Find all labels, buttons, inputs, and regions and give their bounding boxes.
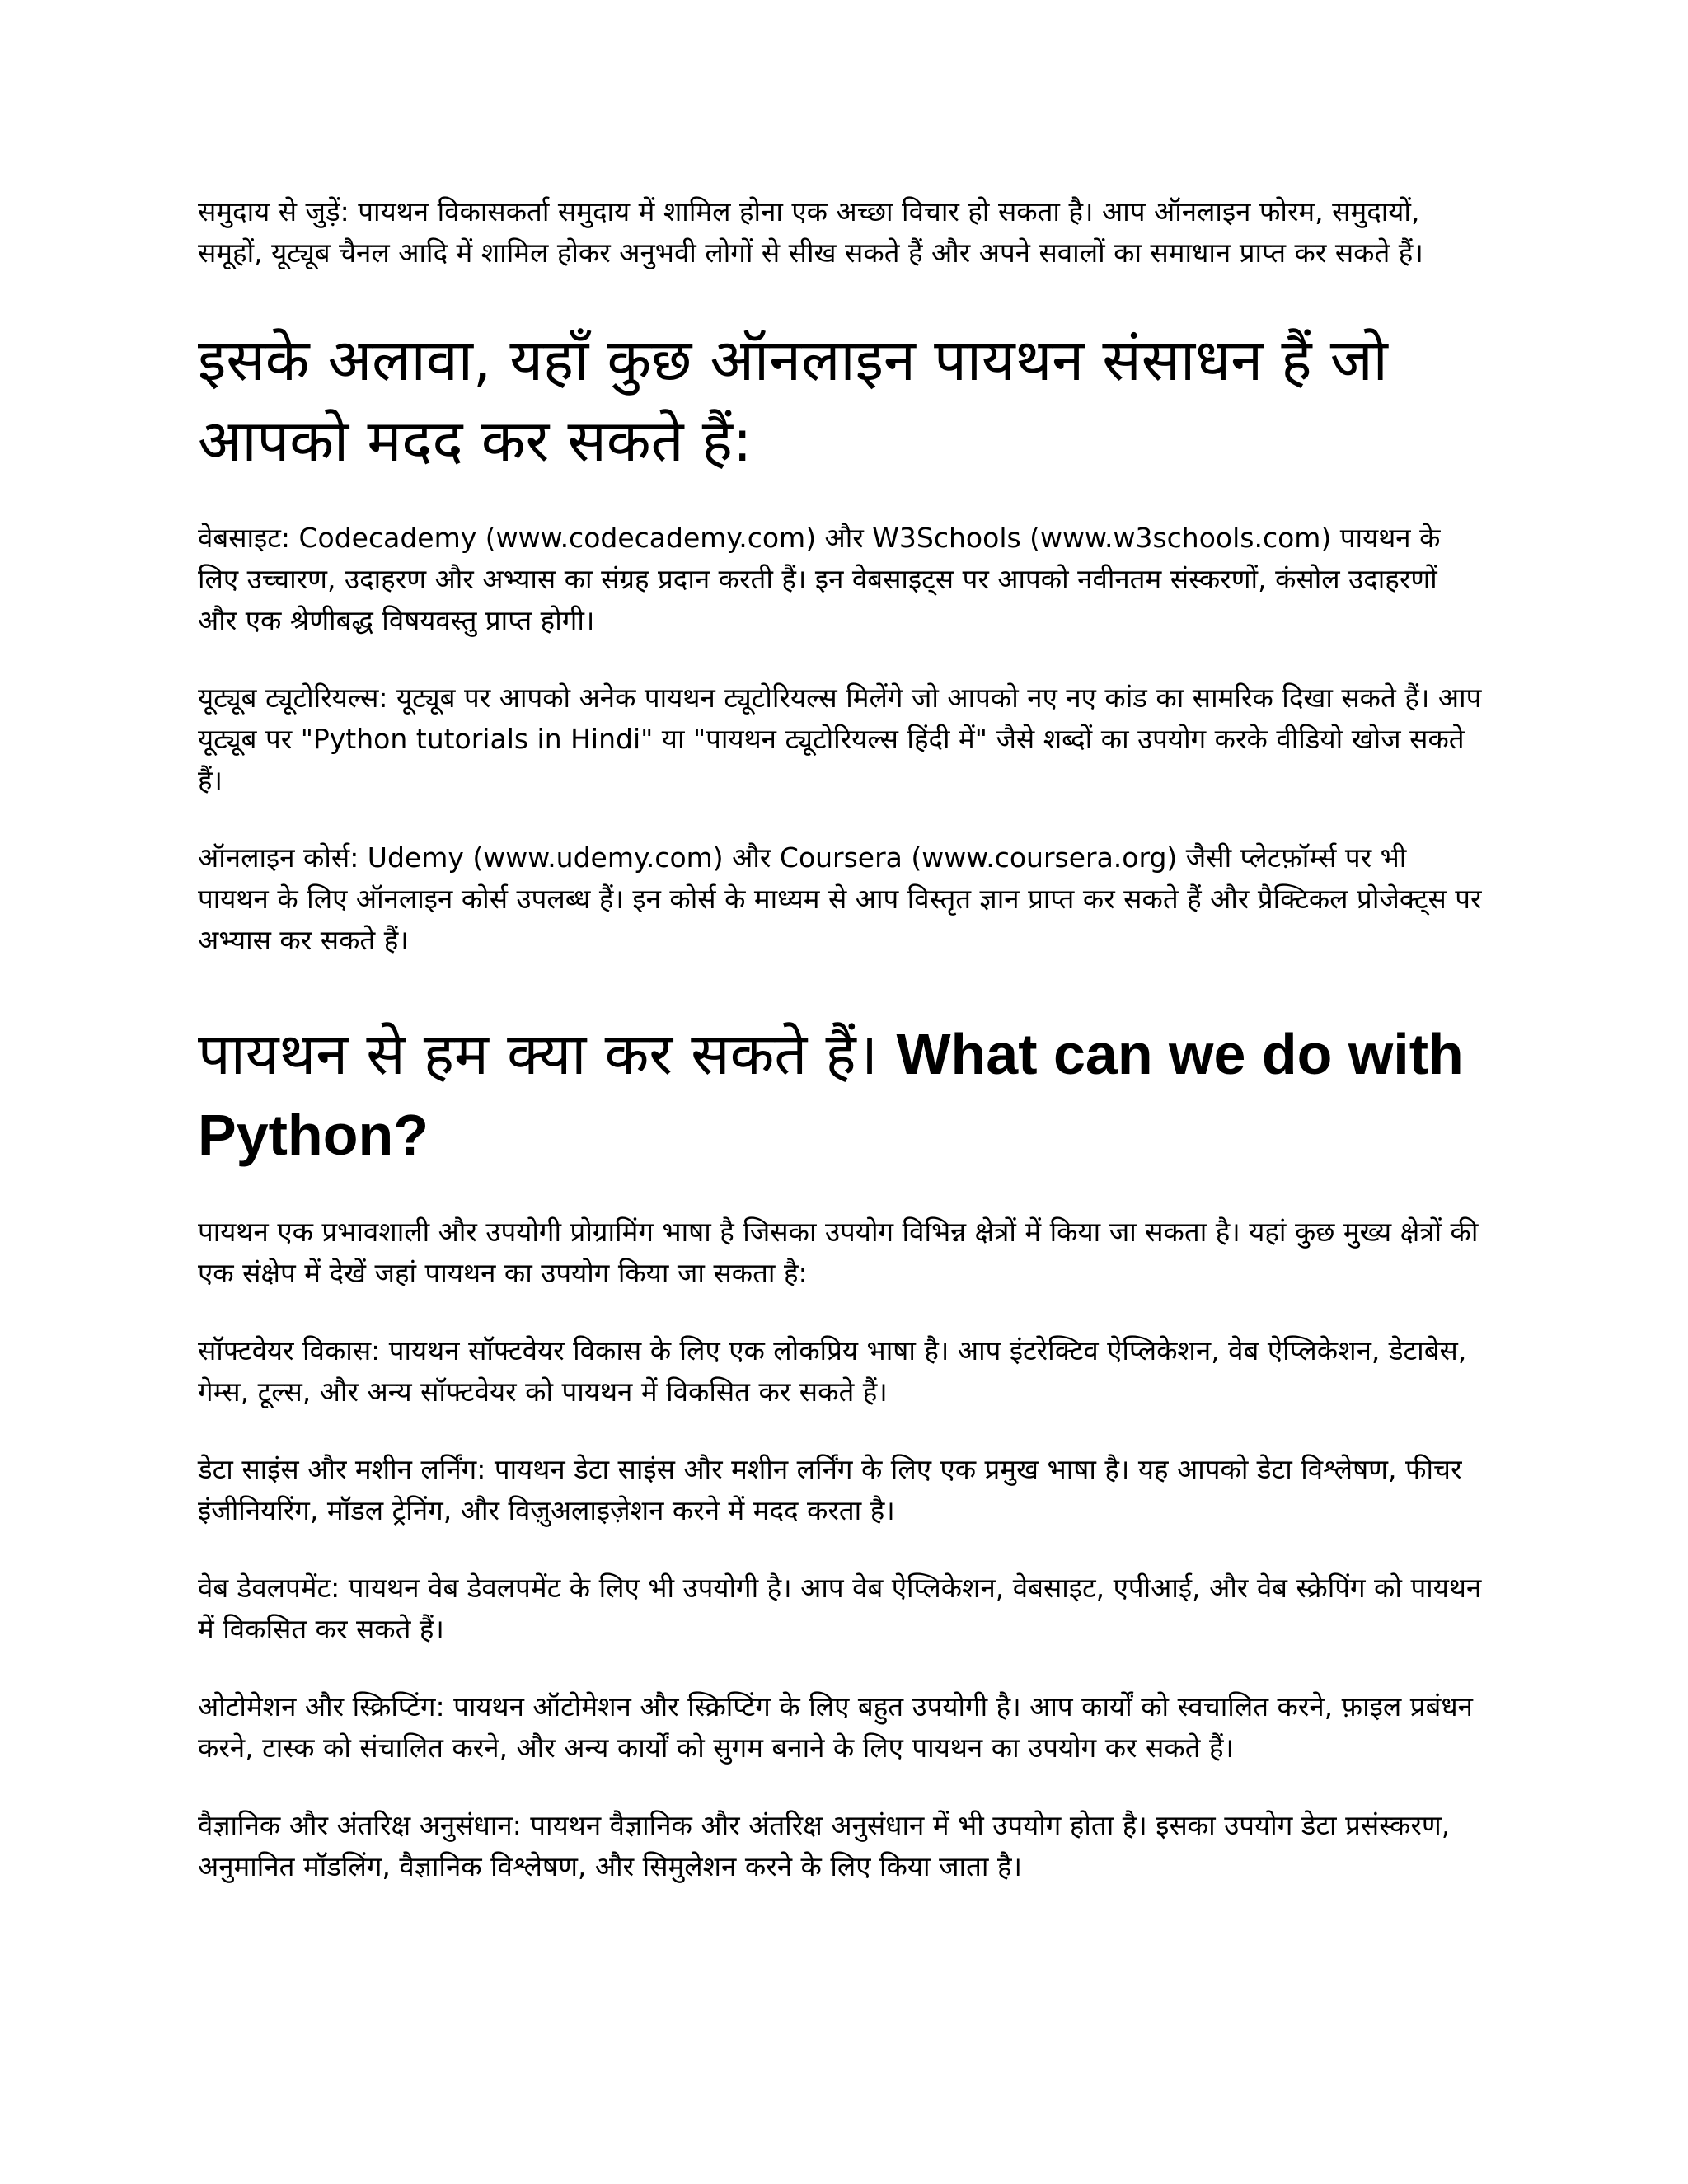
heading-what-can-we-do bbox=[198, 1014, 1484, 1175]
paragraph-data-science: डेटा साइंस और मशीन लर्निंग: पायथन डेटा साइंस और मशीन लर्निंग के लिए एक प्रमुख भाषा है। यह आपको डेटा विश्लेषण, फीचर इंजीनियरिंग, मॉडल ट्रेनिंग, और विज़ुअलाइज़ेशन करने में मदद करता है। bbox=[198, 1453, 1462, 1526]
paragraph-python-intro: पायथन एक प्रभावशाली और उपयोगी प्रोग्रामिंग भाषा है जिसका उपयोग विभिन्न क्षेत्रों में किया जा सकता है। यहां कुछ मुख्य क्षेत्रों की एक संक्षेप में देखें जहां पायथन का उपयोग किया जा सकता है: bbox=[198, 1216, 1479, 1289]
heading-online-resources: इसके अलावा, यहाँ कुछ ऑनलाइन पायथन संसाधन हैं जो आपको मदद कर सकते हैं: bbox=[198, 326, 1388, 475]
paragraph-websites: वेबसाइट: Codecademy (www.codecademy.com) और W3Schools (www.w3schools.com) पायथन के लिए उच्चारण, उदाहरण और अभ्यास का संग्रह प्रदान करती हैं। इन वेबसाइट्स पर आपको नवीनतम संस्करणों, कंसोल उदाहरणों और एक श्रेणीबद्ध विषयवस्तु प्राप्त होगी। bbox=[198, 522, 1441, 636]
paragraph-automation: ओटोमेशन और स्क्रिप्टिंग: पायथन ऑटोमेशन और स्क्रिप्टिंग के लिए बहुत उपयोगी है। आप कार्यों को स्वचालित करने, फ़ाइल प्रबंधन करने, टास्क को संचालित करने, और अन्य कार्यों को सुगम बनाने के लिए पायथन का उपयोग कर सकते हैं। bbox=[198, 1690, 1473, 1764]
heading-hindi-part: पायथन से हम क्या कर सकते हैं। bbox=[198, 1020, 879, 1088]
paragraph-youtube-tutorials: यूट्यूब ट्यूटोरियल्स: यूट्यूब पर आपको अनेक पायथन ट्यूटोरियल्स मिलेंगे जो आपको नए नए कांड का सामरिक दिखा सकते हैं। आप यूट्यूब पर "Python tutorials in Hindi" या "पायथन ट्यूटोरियल्स हिंदी में" जैसे शब्दों का उपयोग करके वीडियो खोज सकते हैं। bbox=[198, 682, 1482, 796]
paragraph-software-development: सॉफ्टवेयर विकास: पायथन सॉफ्टवेयर विकास के लिए एक लोकप्रिय भाषा है। आप इंटरेक्टिव ऐप्लिकेशन, वेब ऐप्लिकेशन, डेटाबेस, गेम्स, टूल्स, और अन्य सॉफ्टवेयर को पायथन में विकसित कर सकते हैं। bbox=[198, 1334, 1467, 1408]
heading-english-part: What can we do with Python? bbox=[198, 1022, 1464, 1167]
paragraph-community: समुदाय से जुड़ें: पायथन विकासकर्ता समुदाय में शामिल होना एक अच्छा विचार हो सकता है। आप ऑनलाइन फोरम, समुदायों, समूहों, यूट्यूब चैनल आदि में शामिल होकर अनुभवी लोगों से सीख सकते हैं और अपने सवालों का समाधान प्राप्त कर सकते हैं। bbox=[198, 195, 1423, 269]
document-page bbox=[198, 191, 1484, 1924]
paragraph-scientific-research: वैज्ञानिक और अंतरिक्ष अनुसंधान: पायथन वैज्ञानिक और अंतरिक्ष अनुसंधान में भी उपयोग होता है। इसका उपयोग डेटा प्रसंस्करण, अनुमानित मॉडलिंग, वैज्ञानिक विश्लेषण, और सिमुलेशन करने के लिए किया जाता है। bbox=[198, 1809, 1451, 1882]
paragraph-online-courses: ऑनलाइन कोर्स: Udemy (www.udemy.com) और Coursera (www.coursera.org) जैसी प्लेटफ़ॉर्म्स पर भी पायथन के लिए ऑनलाइन कोर्स उपलब्ध हैं। इन कोर्स के माध्यम से आप विस्तृत ज्ञान प्राप्त कर सकते हैं और प्रैक्टिकल प्रोजेक्ट्स पर अभ्यास कर सकते हैं। bbox=[198, 841, 1482, 956]
paragraph-web-development: वेब डेवलपमेंट: पायथन वेब डेवलपमेंट के लिए भी उपयोगी है। आप वेब ऐप्लिकेशन, वेबसाइट, एपीआई, और वेब स्क्रेपिंग को पायथन में विकसित कर सकते हैं। bbox=[198, 1572, 1482, 1645]
